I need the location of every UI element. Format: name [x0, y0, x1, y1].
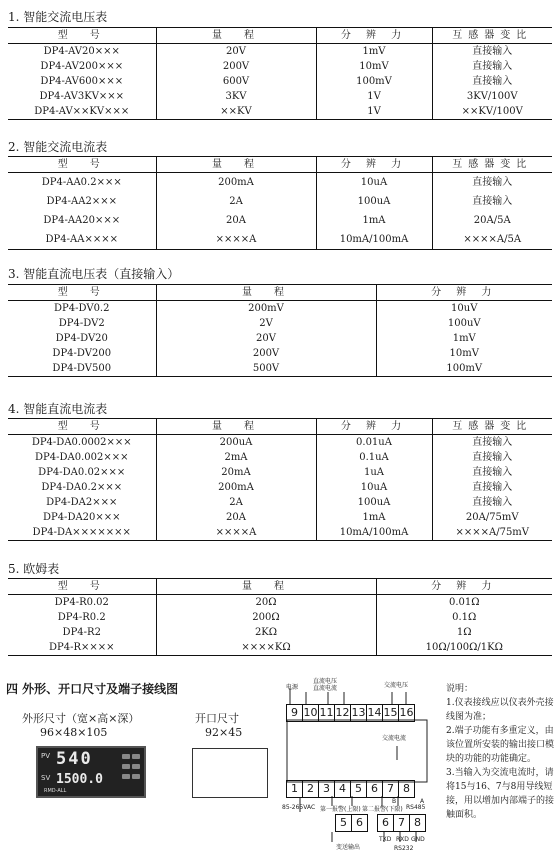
cell: ××××KΩ — [156, 640, 376, 656]
cell: DP4-AV200××× — [40, 61, 124, 72]
terminal-13: 13 — [350, 704, 367, 722]
col-header: 分 辨 力 — [316, 28, 432, 44]
table-row — [8, 74, 552, 89]
cell: 2A — [156, 495, 316, 510]
cell: 10uA — [316, 173, 432, 193]
notes-block — [446, 682, 556, 822]
sv-tag: SV — [41, 774, 51, 782]
terminal-8: 8 — [409, 814, 426, 832]
pv-display: 540 — [56, 749, 93, 769]
cell: 200uA — [156, 435, 316, 451]
cell: 1mV — [376, 331, 552, 346]
label-ac-current: 交流电流 — [382, 735, 407, 742]
cell: DP4-DV2 — [58, 318, 105, 329]
cell: 10mA/100mA — [316, 230, 432, 250]
cell: 20V — [156, 44, 316, 60]
terminal-strip-bottom — [287, 780, 415, 798]
cell: 1uA — [316, 465, 432, 480]
cell: DP4-AA×××× — [45, 234, 118, 245]
section-4-title: 4. 智能直流电流表 — [8, 402, 108, 416]
cell: 0.01Ω — [376, 595, 552, 611]
cell: 直接输入 — [432, 173, 552, 193]
pv-tag: PV — [41, 752, 51, 760]
cell: 20A — [156, 211, 316, 230]
terminal-5: 5 — [335, 814, 352, 832]
table-row — [8, 610, 552, 625]
cell: 200mA — [156, 173, 316, 193]
sv-display: 1500.0 — [56, 772, 103, 787]
label-transmit-output: 变送输出 — [336, 844, 361, 851]
cell: 直接输入 — [432, 465, 552, 480]
terminal-5: 5 — [350, 780, 367, 798]
cell: 20A — [156, 510, 316, 525]
meter-key-icon — [132, 754, 140, 759]
cell: DP4-DV0.2 — [54, 303, 110, 314]
cell: 2A — [156, 192, 316, 211]
cell: 直接输入 — [432, 495, 552, 510]
table-row — [8, 510, 552, 525]
cell: 0.01uA — [316, 435, 432, 451]
table-row — [8, 625, 552, 640]
terminal-strip-aux-1 — [336, 814, 368, 832]
cell: 500V — [156, 361, 376, 377]
meter-key-icon — [132, 764, 140, 769]
col-header: 分 辨 力 — [376, 285, 552, 301]
terminal-strip-aux-2 — [378, 814, 426, 832]
cell: DP4-DA20××× — [42, 512, 121, 523]
cell: 20Ω — [156, 595, 376, 611]
section-2-table — [8, 156, 552, 250]
table-row — [8, 230, 552, 250]
terminal-6: 6 — [351, 814, 368, 832]
col-header: 量 程 — [156, 579, 376, 595]
label-gnd: GND — [411, 836, 425, 843]
label-power-supply: 电源 — [286, 684, 299, 691]
cell: 200V — [156, 346, 376, 361]
cell: 200mA — [156, 480, 316, 495]
terminal-6: 6 — [377, 814, 394, 832]
cell: 3KV — [156, 89, 316, 104]
opening-label: 开口尺寸 — [195, 712, 239, 725]
cell: 10uA — [316, 480, 432, 495]
label-rxd: RXD — [396, 836, 409, 843]
terminal-3: 3 — [318, 780, 335, 798]
note-item: 3.当输入为交流电流时，请将15与16、7与8用导线短接，用以增加内部端子的接触面积。 — [446, 768, 555, 820]
table-header-row — [8, 579, 552, 595]
cell: DP4-AV××KV××× — [34, 106, 130, 117]
cell: DP4-AA2××× — [46, 196, 117, 207]
label-supply-vac: 85-265VAC — [282, 804, 316, 811]
label-rs485: RS485 — [406, 804, 426, 811]
cell: 直接输入 — [432, 480, 552, 495]
terminal-16: 16 — [398, 704, 415, 722]
cell: 1mA — [316, 211, 432, 230]
cell: 10uV — [376, 301, 552, 317]
cell: 直接输入 — [432, 435, 552, 451]
terminal-15: 15 — [382, 704, 399, 722]
cell: 3KV/100V — [432, 89, 552, 104]
cell: ××××A — [156, 230, 316, 250]
col-header: 量 程 — [156, 157, 316, 173]
dimensions-section-title: 四 外形、开口尺寸及端子接线图 — [6, 682, 179, 696]
terminal-12: 12 — [334, 704, 351, 722]
col-header: 互感器变比 — [432, 419, 552, 435]
cell: 0.1Ω — [376, 610, 552, 625]
cell: DP4-AA20××× — [43, 215, 121, 226]
section-3-table — [8, 284, 552, 377]
col-header: 分 辨 力 — [316, 157, 432, 173]
table-row — [8, 211, 552, 230]
col-header: 量 程 — [156, 285, 376, 301]
opening-cutout-outline — [192, 748, 268, 798]
outline-dims: 96×48×105 — [40, 726, 108, 739]
cell: 20mA — [156, 465, 316, 480]
table-row — [8, 450, 552, 465]
cell: 10mV — [316, 59, 432, 74]
cell: 100uA — [316, 192, 432, 211]
note-item: 1.仪表接线应以仪表外壳接线图为准； — [446, 698, 554, 722]
section-1-title: 1. 智能交流电压表 — [8, 10, 108, 24]
cell: 1mA — [316, 510, 432, 525]
table-row — [8, 44, 552, 60]
label-ac-voltage: 交流电压 — [384, 682, 409, 689]
terminal-14: 14 — [366, 704, 383, 722]
table-row — [8, 346, 552, 361]
meter-key-icon — [132, 774, 140, 779]
cell: 200Ω — [156, 610, 376, 625]
cell: 直接输入 — [432, 74, 552, 89]
cell: DP4-AV20××× — [43, 46, 120, 57]
cell: 直接输入 — [432, 44, 552, 60]
terminal-7: 7 — [382, 780, 399, 798]
outline-label: 外形尺寸（宽×高×深） — [22, 712, 140, 725]
terminal-9: 9 — [286, 704, 303, 722]
table-row — [8, 361, 552, 377]
col-header: 分 辨 力 — [376, 579, 552, 595]
cell: 10Ω/100Ω/1KΩ — [376, 640, 552, 656]
cell: 100uA — [316, 495, 432, 510]
terminal-2: 2 — [302, 780, 319, 798]
table-row — [8, 173, 552, 193]
terminal-10: 10 — [302, 704, 319, 722]
cell: 100mV — [316, 74, 432, 89]
table-row — [8, 316, 552, 331]
cell: 1V — [316, 89, 432, 104]
cell: 200mV — [156, 301, 376, 317]
cell: 2V — [156, 316, 376, 331]
table-header-row — [8, 157, 552, 173]
label-dc-voltage: 直流电压 — [313, 678, 338, 685]
table-row — [8, 59, 552, 74]
col-header: 分 辨 力 — [316, 419, 432, 435]
table-header-row — [8, 285, 552, 301]
col-header: 型 号 — [57, 581, 106, 592]
label-mark-a: A — [420, 798, 425, 805]
cell: DP4-R×××× — [48, 642, 115, 653]
table-row — [8, 465, 552, 480]
meter-key-icon — [122, 754, 130, 759]
terminal-4: 4 — [334, 780, 351, 798]
cell: DP4-DA0.02××× — [38, 467, 126, 478]
terminal-11: 11 — [318, 704, 335, 722]
table-header-row — [8, 28, 552, 44]
section-5-title: 5. 欧姆表 — [8, 562, 60, 576]
cell: DP4-AV3KV××× — [39, 91, 125, 102]
meter-key-icon — [122, 764, 130, 769]
col-header: 量 程 — [156, 28, 316, 44]
table-row — [8, 435, 552, 451]
cell: ××××A/5A — [432, 230, 552, 250]
cell: 10mA/100mA — [316, 525, 432, 541]
cell: DP4-DV500 — [52, 363, 112, 374]
table-row — [8, 104, 552, 120]
cell: 200V — [156, 59, 316, 74]
cell: DP4-R0.02 — [54, 597, 109, 608]
cell: 1mV — [316, 44, 432, 60]
terminal-7: 7 — [393, 814, 410, 832]
label-dc-current: 直流电流 — [313, 685, 338, 692]
cell: 1Ω — [376, 625, 552, 640]
cell: ××KV — [156, 104, 316, 120]
section-4-table — [8, 418, 552, 541]
opening-dims: 92×45 — [205, 726, 243, 739]
cell: DP4-DA0.0002××× — [31, 437, 132, 448]
table-row — [8, 301, 552, 317]
cell: 600V — [156, 74, 316, 89]
cell: DP4-DA××××××× — [32, 527, 131, 538]
cell: ××××A/75mV — [432, 525, 552, 541]
terminal-1: 1 — [286, 780, 303, 798]
cell: 100uV — [376, 316, 552, 331]
terminal-8: 8 — [398, 780, 415, 798]
table-row — [8, 640, 552, 656]
cell: 2KΩ — [156, 625, 376, 640]
cell: DP4-R0.2 — [57, 612, 106, 623]
cell: DP4-DV200 — [52, 348, 112, 359]
table-row — [8, 89, 552, 104]
cell: 100mV — [376, 361, 552, 377]
label-alarm-1: 第一报警(上限) — [320, 806, 361, 813]
cell: ××××A — [156, 525, 316, 541]
table-row — [8, 495, 552, 510]
section-5-table — [8, 578, 552, 656]
table-header-row — [8, 419, 552, 435]
cell: DP4-AV600××× — [40, 76, 124, 87]
cell: DP4-DV20 — [55, 333, 108, 344]
cell: 10mV — [376, 346, 552, 361]
cell: 1V — [316, 104, 432, 120]
cell: DP4-DA0.2××× — [41, 482, 123, 493]
note-item: 2.端子功能有多重定义，由该位置所安装的输出接口模块的功能的功能确定。 — [446, 726, 555, 764]
section-3-title: 3. 智能直流电压表（直接输入） — [8, 267, 180, 281]
col-header: 互感器变比 — [432, 157, 552, 173]
meter-key-icon — [122, 774, 130, 779]
cell: 直接输入 — [432, 59, 552, 74]
cell: DP4-DA0.002××× — [35, 452, 129, 463]
cell: 0.1uA — [316, 450, 432, 465]
cell: 2mA — [156, 450, 316, 465]
table-row — [8, 480, 552, 495]
cell: 20A/75mV — [432, 510, 552, 525]
notes-title: 说明： — [446, 684, 474, 694]
label-mark-b: B — [392, 798, 397, 805]
terminal-strip-top — [287, 704, 415, 722]
table-row — [8, 331, 552, 346]
col-header: 互感器变比 — [432, 28, 552, 44]
col-header: 型 号 — [57, 159, 106, 170]
label-rs232: RS232 — [394, 845, 414, 852]
col-header: 型 号 — [57, 421, 106, 432]
label-alarm-2: 第二报警(下限) — [362, 806, 403, 813]
meter-brand: RMD-ALL — [44, 788, 67, 794]
table-row — [8, 525, 552, 541]
section-2-title: 2. 智能交流电流表 — [8, 140, 108, 154]
cell: 20V — [156, 331, 376, 346]
cell: 直接输入 — [432, 192, 552, 211]
cell: DP4-R2 — [62, 627, 101, 638]
cell: ××KV/100V — [432, 104, 552, 120]
table-row — [8, 595, 552, 611]
col-header: 型 号 — [57, 287, 106, 298]
cell: DP4-AA0.2××× — [41, 177, 122, 188]
terminal-6: 6 — [366, 780, 383, 798]
label-txd: TXD — [379, 836, 392, 843]
table-row — [8, 192, 552, 211]
cell: DP4-DA2××× — [46, 497, 118, 508]
col-header: 型 号 — [57, 30, 106, 41]
cell: 20A/5A — [432, 211, 552, 230]
section-1-table — [8, 27, 552, 120]
cell: 直接输入 — [432, 450, 552, 465]
col-header: 量 程 — [156, 419, 316, 435]
meter-front-image — [36, 746, 146, 798]
